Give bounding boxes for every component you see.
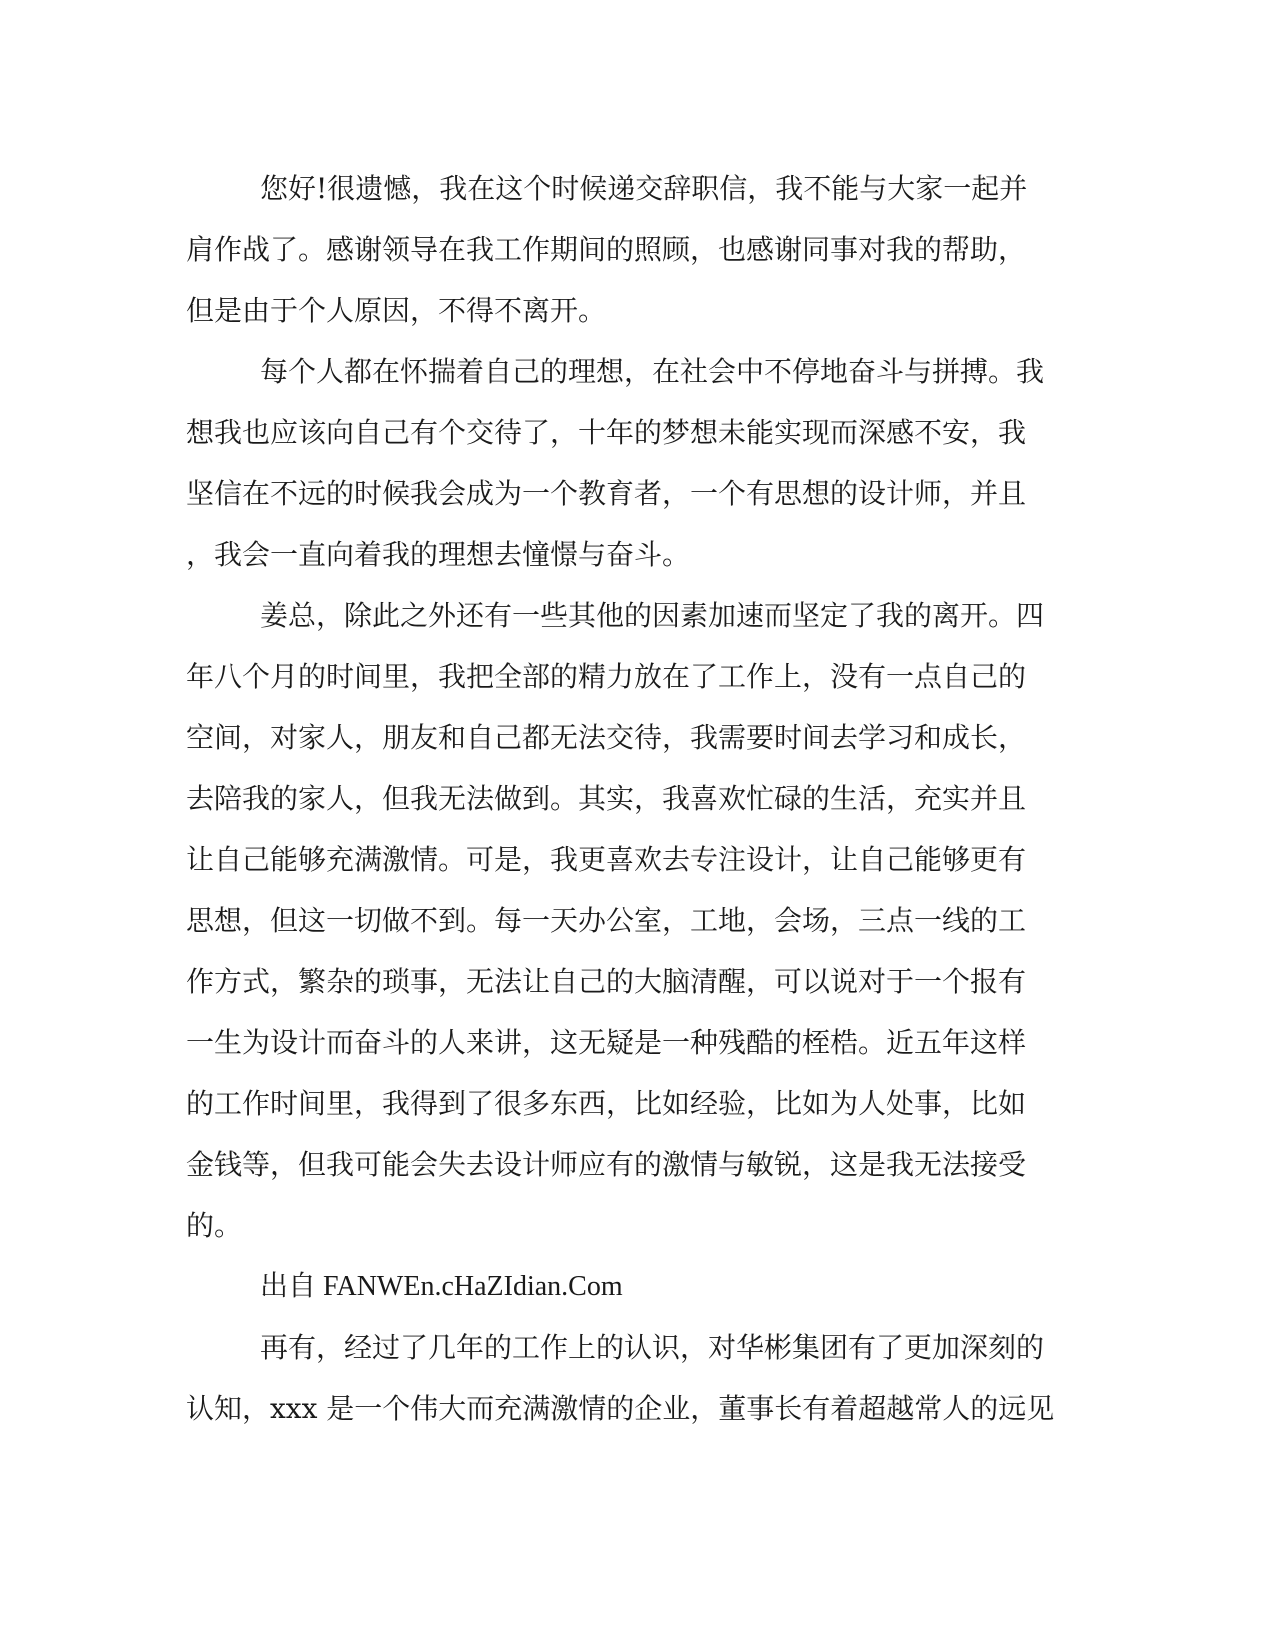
text-line: 作方式，繁杂的琐事，无法让自己的大脑清醒，可以说对于一个报有 — [186, 965, 1027, 998]
paragraph-company — [186, 1317, 1086, 1439]
paragraph-source — [186, 1256, 1086, 1317]
text-line: ，我会一直向着我的理想去憧憬与奋斗。 — [186, 538, 691, 571]
text-line: 您好!很遗憾，我在这个时候递交辞职信，我不能与大家一起并 — [260, 172, 1028, 205]
text-line: 认知，xxx 是一个伟大而充满激情的企业，董事长有着超越常人的远见 — [186, 1392, 1055, 1425]
document-body — [186, 158, 1086, 1439]
text-line: 思想，但这一切做不到。每一天办公室，工地，会场，三点一线的工 — [186, 904, 1027, 937]
source-line: 出自 FANWEn.cHaZIdian.Com — [260, 1271, 623, 1302]
paragraph-ideals — [186, 341, 1086, 585]
text-line: 让自己能够充满激情。可是，我更喜欢去专注设计，让自己能够更有 — [186, 843, 1027, 876]
text-line: 去陪我的家人，但我无法做到。其实，我喜欢忙碌的生活，充实并且 — [186, 782, 1027, 815]
paragraph-reasons — [186, 585, 1086, 1256]
text-line: 的工作时间里，我得到了很多东西，比如经验，比如为人处事，比如 — [186, 1087, 1027, 1120]
text-line: 肩作战了。感谢领导在我工作期间的照顾，也感谢同事对我的帮助， — [186, 233, 1027, 266]
text-line: 姜总，除此之外还有一些其他的因素加速而坚定了我的离开。四 — [260, 599, 1045, 632]
text-line: 年八个月的时间里，我把全部的精力放在了工作上，没有一点自己的 — [186, 660, 1027, 693]
text-line: 金钱等，但我可能会失去设计师应有的激情与敏锐，这是我无法接受 — [186, 1148, 1027, 1181]
text-line: 一生为设计而奋斗的人来讲，这无疑是一种残酷的桎梏。近五年这样 — [186, 1026, 1027, 1059]
text-line: 的。 — [186, 1209, 243, 1242]
paragraph-greeting — [186, 158, 1086, 341]
text-line: 想我也应该向自己有个交待了，十年的梦想未能实现而深感不安，我 — [186, 416, 1027, 449]
text-line: 空间，对家人，朋友和自己都无法交待，我需要时间去学习和成长， — [186, 721, 1027, 754]
text-line: 再有，经过了几年的工作上的认识，对华彬集团有了更加深刻的 — [260, 1331, 1045, 1364]
text-line: 每个人都在怀揣着自己的理想，在社会中不停地奋斗与拼搏。我 — [260, 355, 1045, 388]
text-line: 但是由于个人原因，不得不离开。 — [186, 294, 607, 327]
text-line: 坚信在不远的时候我会成为一个教育者，一个有思想的设计师，并且 — [186, 477, 1027, 510]
